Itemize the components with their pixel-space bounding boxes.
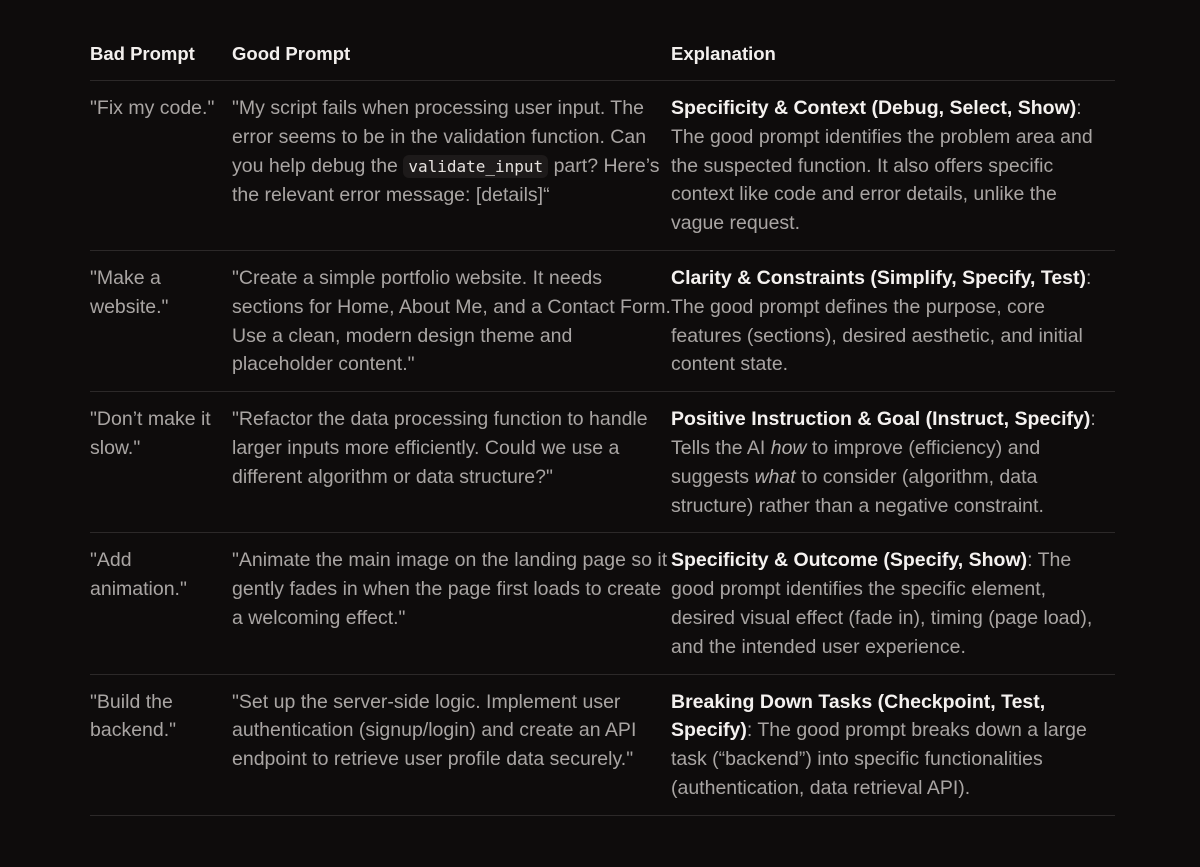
bad-prompt-cell: "Add animation." — [90, 549, 187, 601]
good-prompt-cell — [232, 81, 671, 250]
header-good-prompt: Good Prompt — [232, 43, 351, 64]
table-row — [90, 81, 1115, 251]
explanation-emphasis: what — [754, 465, 796, 488]
explanation-cell — [671, 81, 1115, 250]
bad-prompt-cell: "Build the backend." — [90, 690, 177, 742]
bad-prompt-cell: "Fix my code." — [90, 97, 215, 119]
bad-prompt-cell: "Make a website." — [90, 266, 169, 318]
good-prompt-text: "My script fails when processing user input. The error seems to be in the validation function. Can you help debug the — [232, 97, 647, 177]
table-row — [90, 251, 1115, 392]
explanation-text: : The good prompt identifies the specific element, desired visual effect (fade in), timing (page load), and the intended user experience. — [671, 549, 1093, 658]
explanation-title: Specificity & Outcome (Specify, Show) — [671, 549, 1028, 572]
explanation-cell — [671, 251, 1115, 391]
table-row — [90, 675, 1115, 816]
table-row — [90, 533, 1115, 674]
inline-code: validate_input — [403, 155, 548, 178]
explanation-text: to improve (efficiency) and suggests — [671, 436, 1041, 488]
good-prompt-cell: "Refactor the data processing function to handle larger inputs more efficiently. Could we use a different algorithm or data structure?" — [232, 408, 648, 488]
explanation-title: Specificity & Context (Debug, Select, Show) — [671, 97, 1077, 119]
bad-prompt-cell: "Don’t make it slow." — [90, 408, 211, 459]
explanation-cell — [671, 533, 1115, 673]
explanation-title: Positive Instruction & Goal (Instruct, Specify) — [671, 408, 1091, 431]
explanation-text: to consider (algorithm, data structure) rather than a negative constraint. — [671, 465, 1044, 517]
prompt-comparison-table — [90, 0, 1115, 816]
header-explanation: Explanation — [671, 43, 776, 64]
explanation-text: : The good prompt breaks down a large task (“backend”) into specific functionalities (authentication, data retrieval API). — [671, 719, 1087, 799]
explanation-text: : Tells the AI — [671, 408, 1096, 459]
table-row — [90, 392, 1115, 533]
good-prompt-cell: "Set up the server-side logic. Implement user authentication (signup/login) and create an API endpoint to retrieve user profile data securely." — [232, 690, 637, 771]
explanation-title: Breaking Down Tasks (Checkpoint, Test, Specify) — [671, 690, 1046, 742]
explanation-cell — [671, 675, 1115, 815]
explanation-emphasis: how — [770, 436, 807, 459]
good-prompt-cell: "Create a simple portfolio website. It needs sections for Home, About Me, and a Contact Form. Use a clean, modern design theme and placeholder content." — [232, 266, 671, 376]
table-header-row — [90, 0, 1115, 81]
explanation-text: : The good prompt identifies the problem area and the suspected function. It also offers specific context like code and error details, unlike the vague request. — [671, 97, 1093, 235]
explanation-text: : The good prompt defines the purpose, core features (sections), desired aesthetic, and initial content state. — [671, 266, 1092, 376]
explanation-cell — [671, 392, 1115, 532]
explanation-title: Clarity & Constraints (Simplify, Specify, Test) — [671, 266, 1086, 289]
good-prompt-text: part? Here’s the relevant error message: [details]“ — [232, 154, 660, 207]
header-bad-prompt: Bad Prompt — [90, 43, 195, 64]
good-prompt-cell: "Animate the main image on the landing page so it gently fades in when the page first loads to create a welcoming effect." — [232, 549, 668, 629]
